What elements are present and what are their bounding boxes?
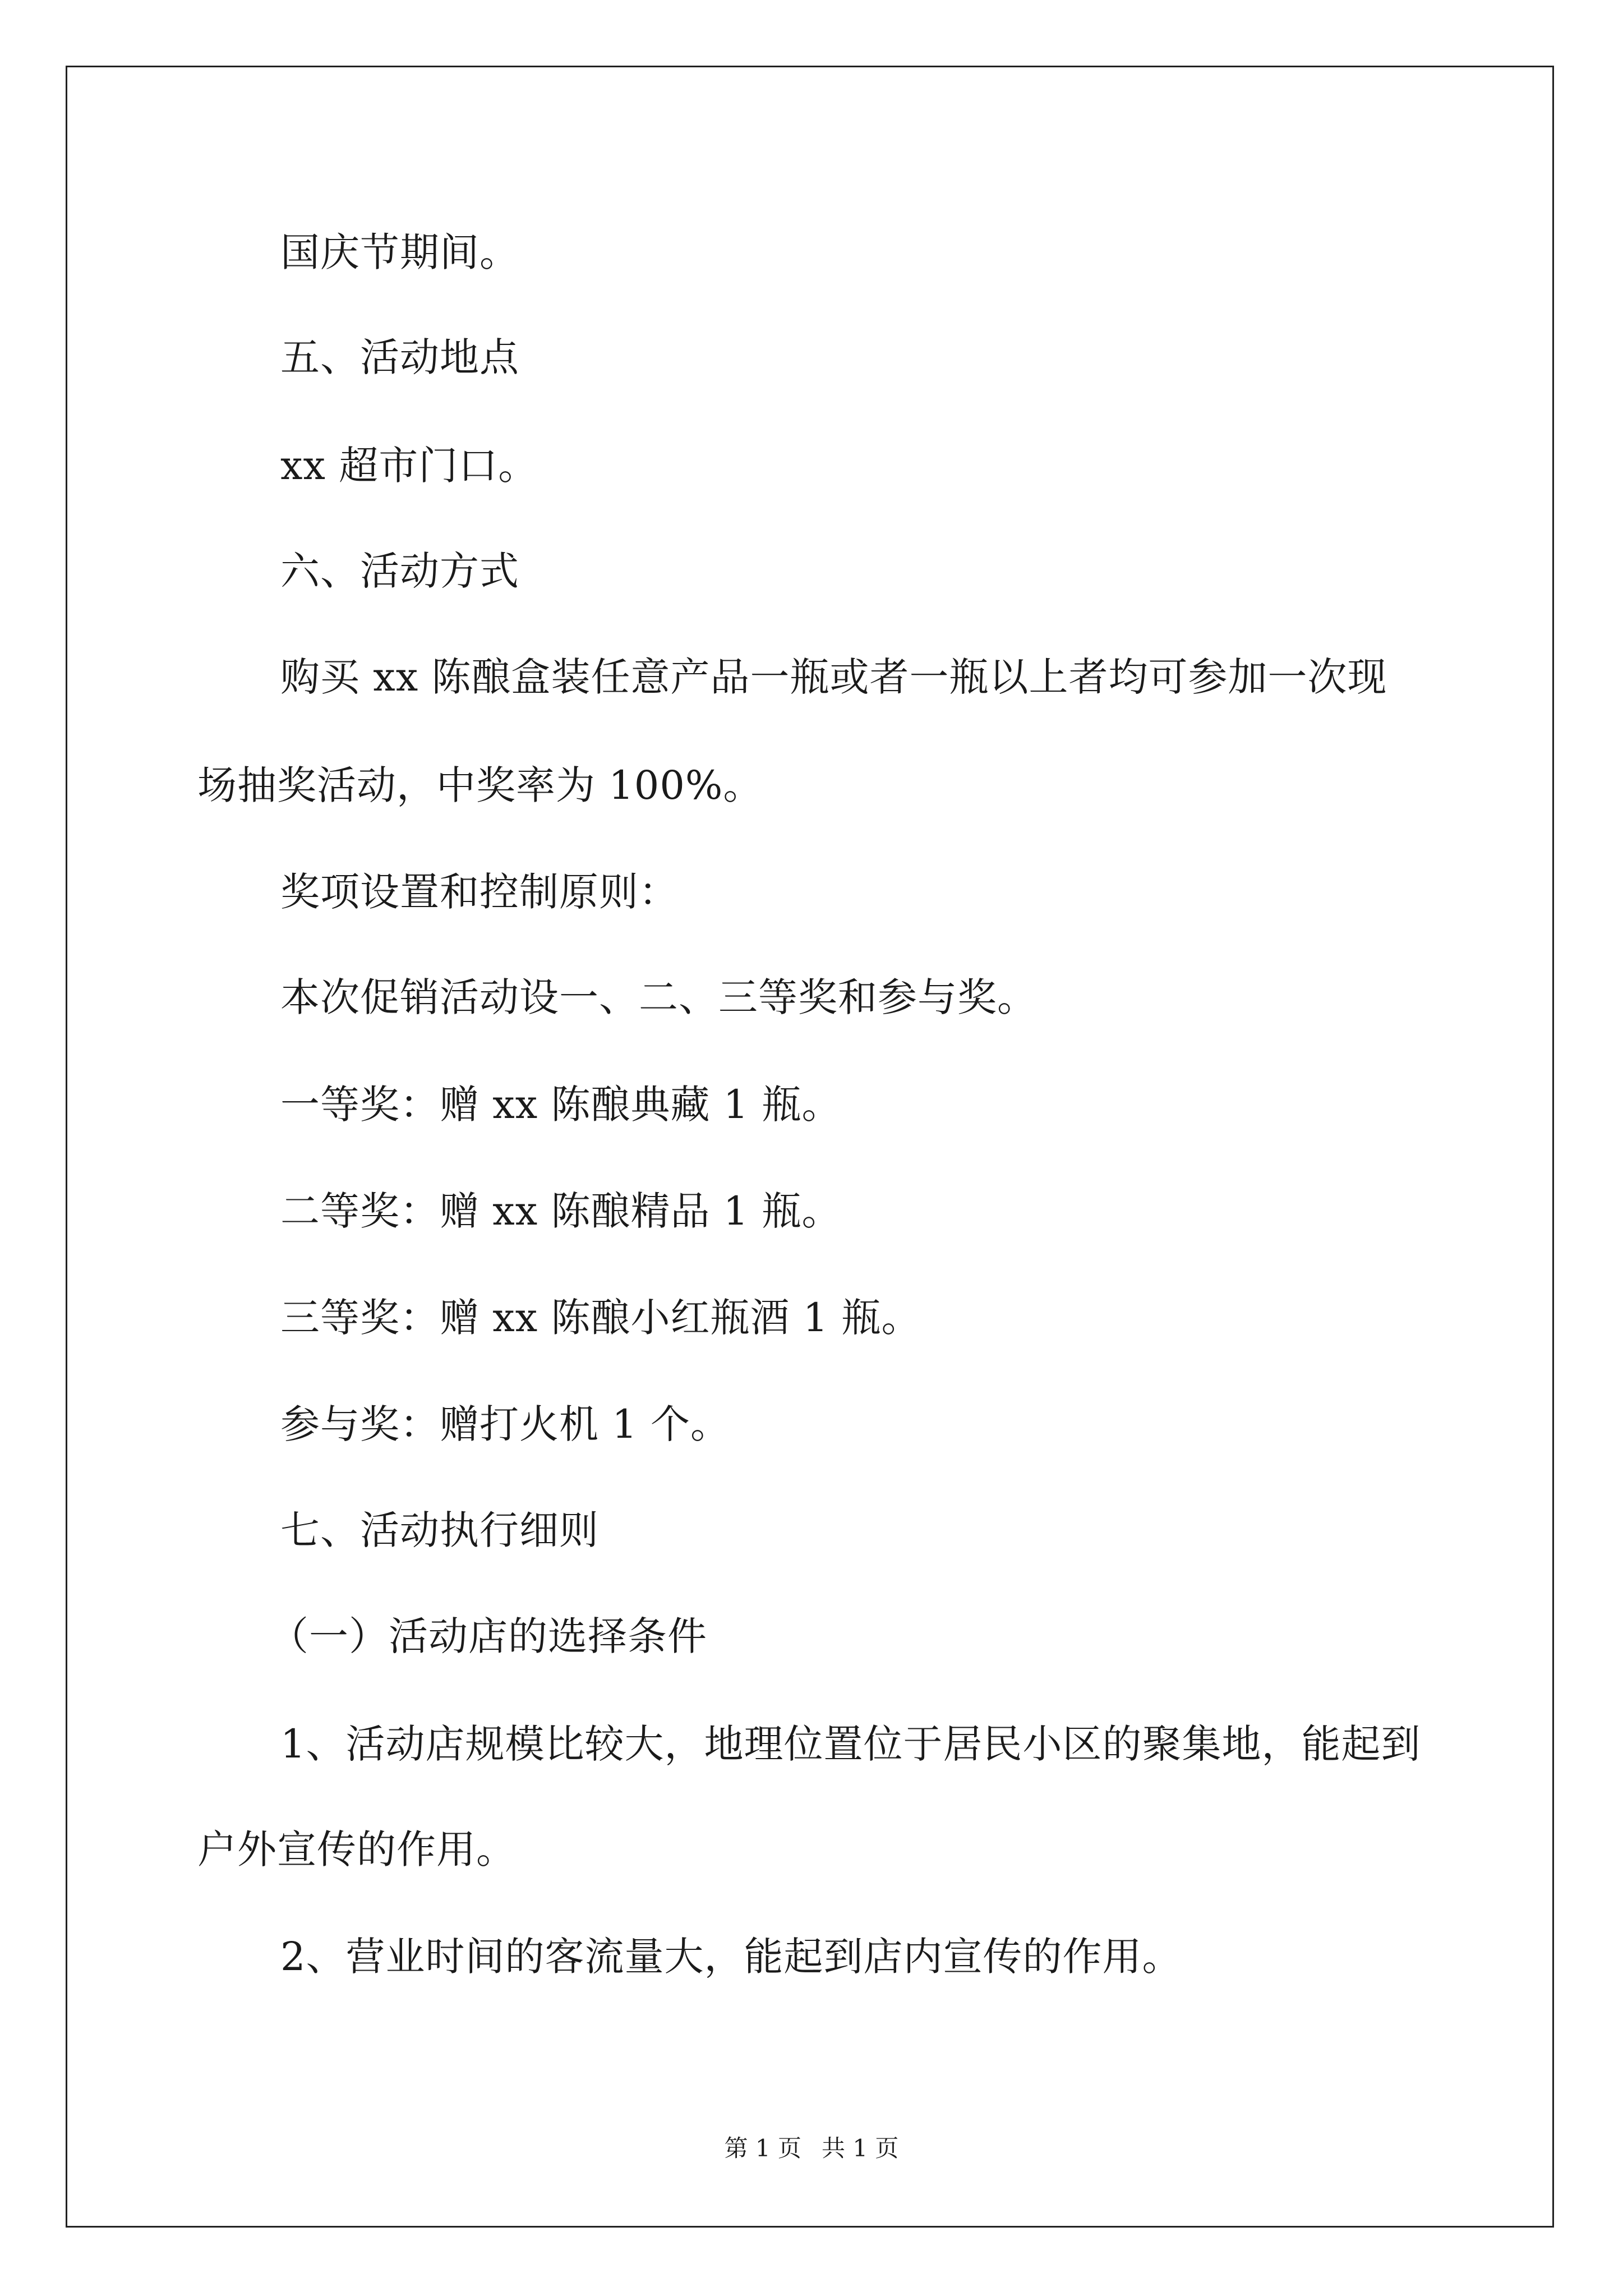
paragraph: 2、营业时间的客流量大，能起到店内宣传的作用。 xyxy=(280,1934,1182,1980)
paragraph-continuation: 场抽奖活动，中奖率为 100%。 xyxy=(197,762,763,808)
paragraph: 本次促销活动设一、二、三等奖和参与奖。 xyxy=(280,974,1037,1020)
subsection-heading: （一）活动店的选择条件 xyxy=(269,1613,707,1659)
paragraph: 国庆节期间。 xyxy=(280,229,519,275)
section-heading: 六、活动方式 xyxy=(280,548,519,594)
page-number: 第 1 页 xyxy=(724,2134,801,2162)
section-heading: 七、活动执行细则 xyxy=(280,1507,599,1553)
paragraph: 1、活动店规模比较大，地理位置位于居民小区的聚集地，能起到 xyxy=(280,1721,1421,1767)
paragraph: 购买 xx 陈酿盒装任意产品一瓶或者一瓶以上者均可参加一次现 xyxy=(280,654,1387,700)
page-footer xyxy=(0,2134,1623,2162)
section-heading: 五、活动地点 xyxy=(280,334,519,380)
paragraph: xx 超市门口。 xyxy=(280,443,538,489)
prize-item: 二等奖：赠 xx 陈酿精品 1 瓶。 xyxy=(280,1188,842,1234)
prize-item: 三等奖：赠 xx 陈酿小红瓶酒 1 瓶。 xyxy=(280,1295,921,1341)
page-total: 共 1 页 xyxy=(822,2134,899,2162)
paragraph: 奖项设置和控制原则： xyxy=(280,869,679,915)
paragraph-continuation: 户外宣传的作用。 xyxy=(197,1826,516,1872)
prize-item: 参与奖：赠打火机 1 个。 xyxy=(280,1401,731,1447)
prize-item: 一等奖：赠 xx 陈酿典藏 1 瓶。 xyxy=(280,1082,842,1128)
